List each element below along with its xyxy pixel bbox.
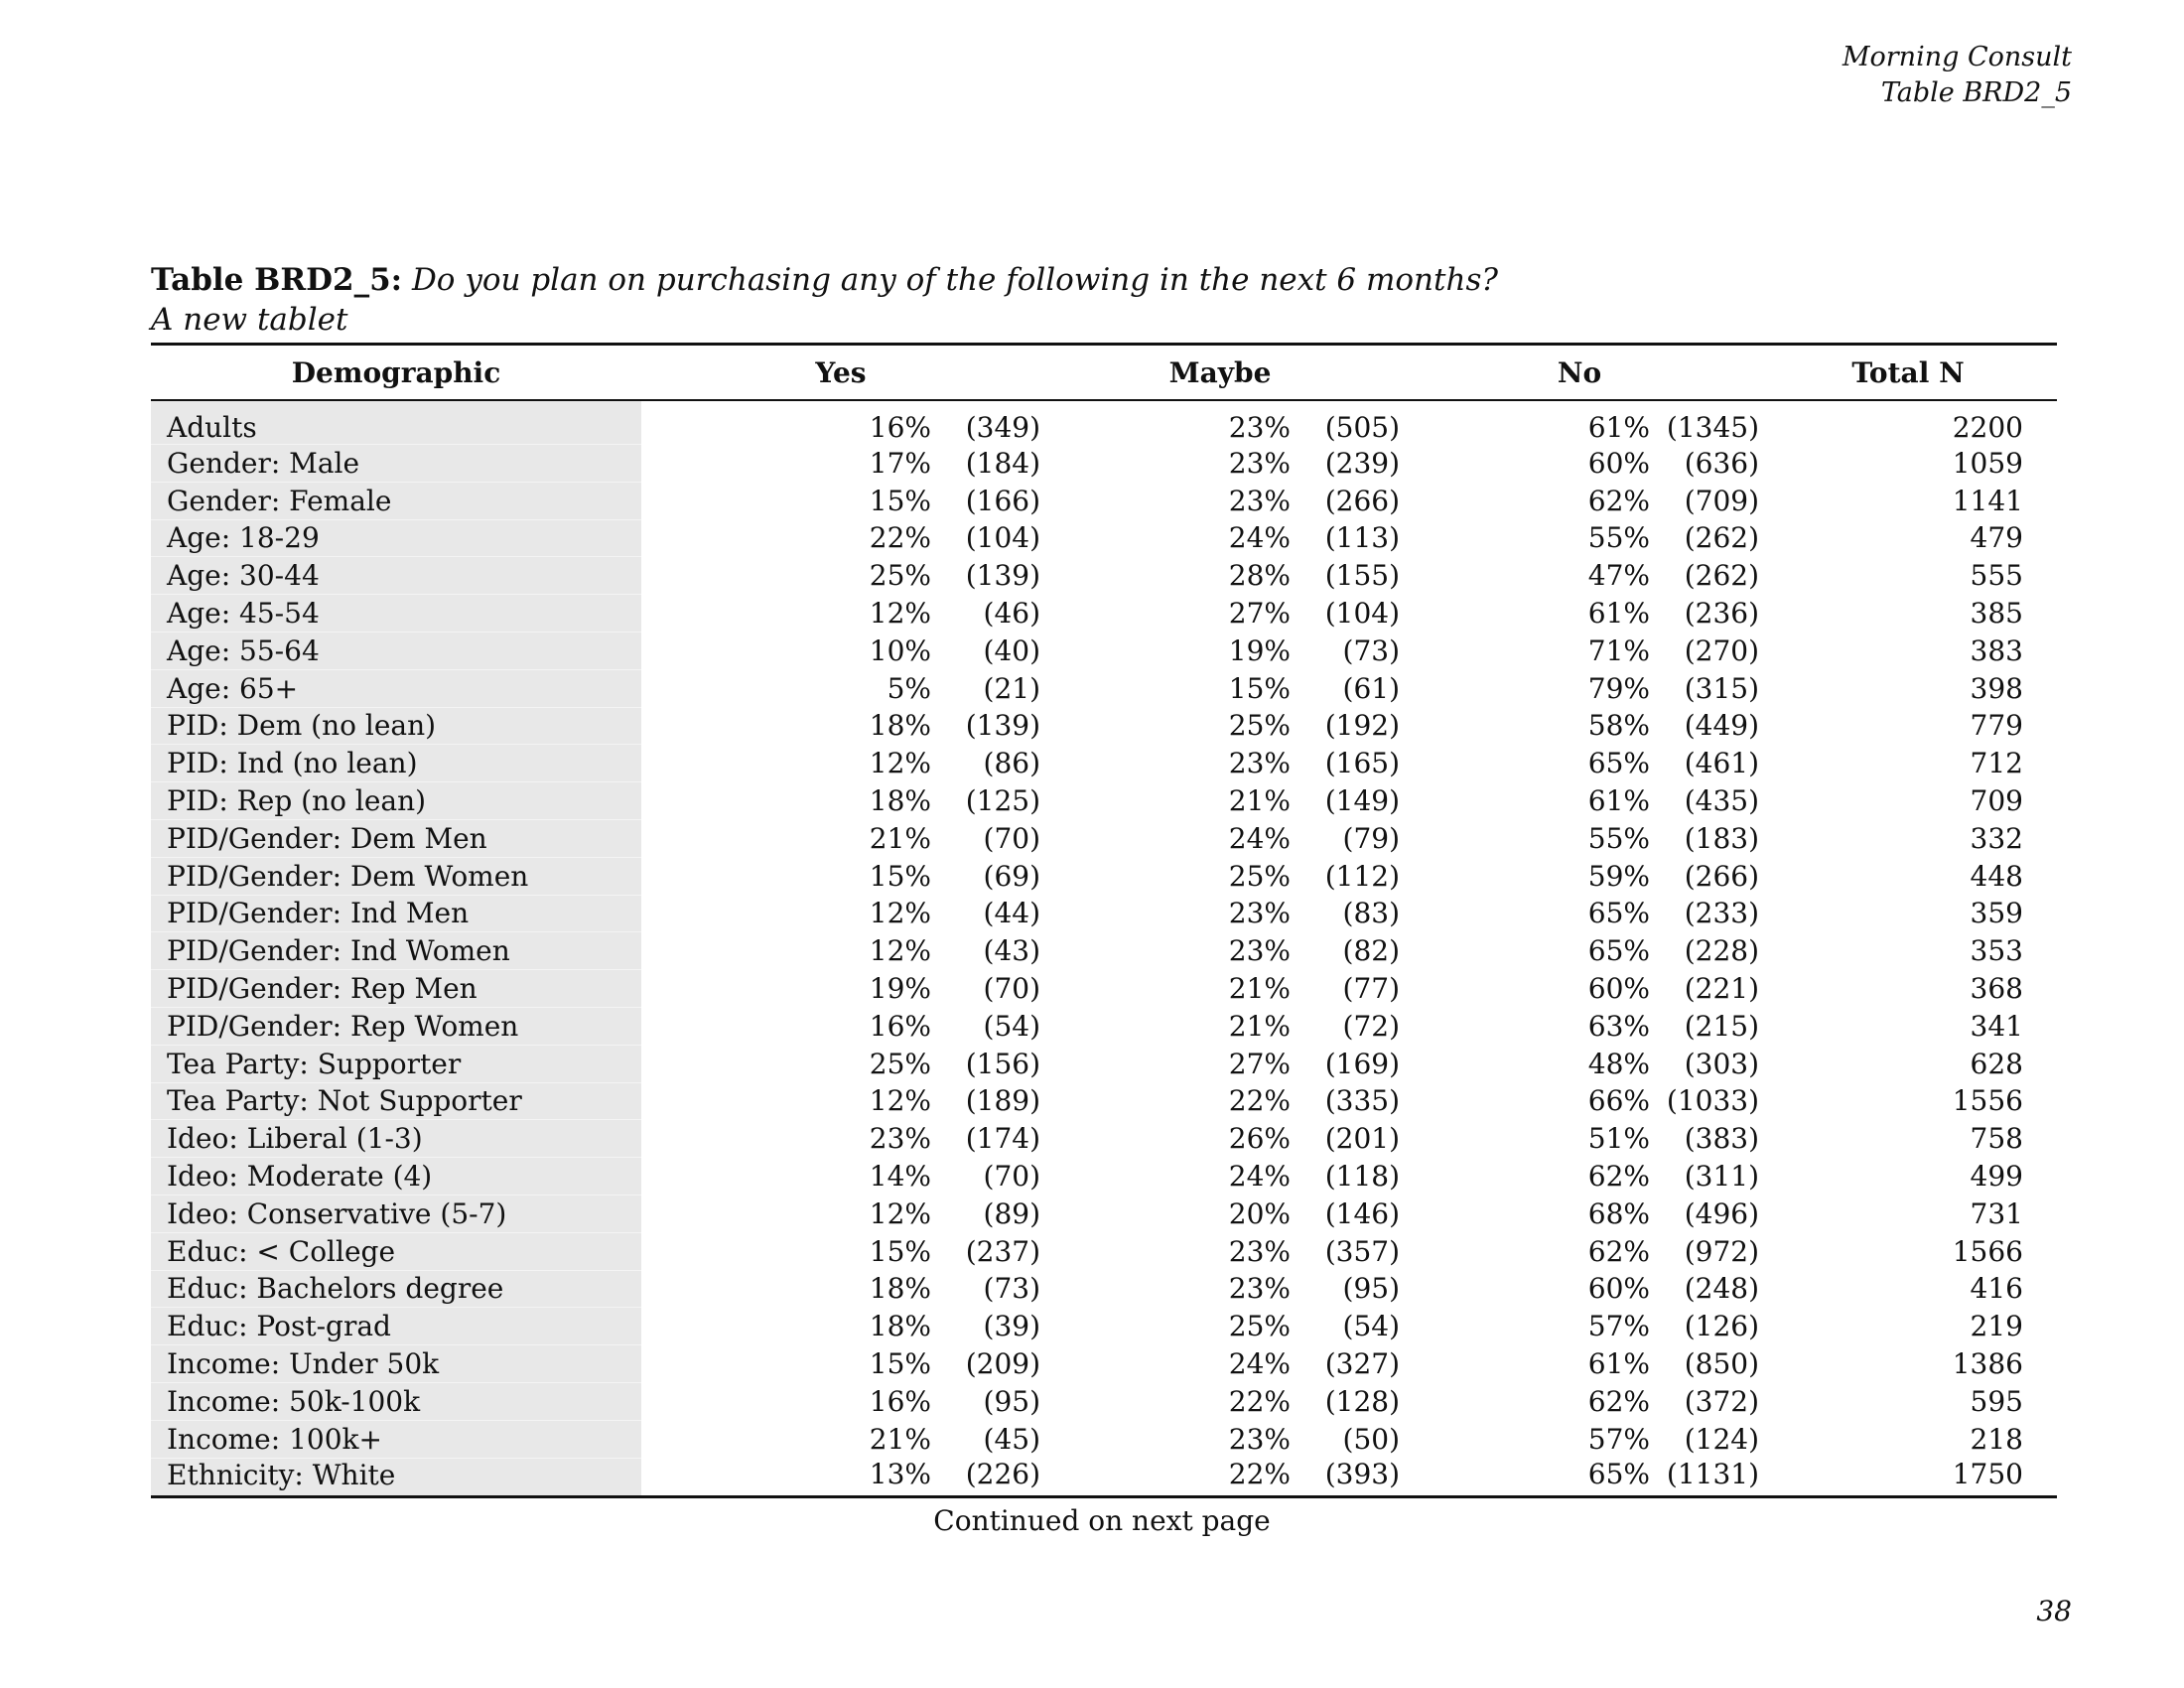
maybe-percent: 22%	[1228, 1384, 1291, 1418]
maybe-percent: 21%	[1228, 1009, 1291, 1043]
yes-count: (73)	[983, 1272, 1040, 1306]
table-row	[151, 482, 2057, 519]
yes-percent: 21%	[869, 1422, 931, 1456]
table-row	[151, 1082, 2057, 1120]
no-percent: 66%	[1587, 1084, 1650, 1118]
no-percent: 62%	[1587, 1234, 1650, 1268]
table-row	[151, 519, 2057, 557]
yes-count: (70)	[983, 821, 1040, 855]
maybe-percent: 21%	[1228, 784, 1291, 818]
yes-count: (95)	[983, 1384, 1040, 1418]
demographic-label: PID/Gender: Rep Women	[151, 1007, 641, 1045]
no-count: (1345)	[1666, 411, 1759, 445]
table-title-block	[151, 260, 2067, 340]
total-n: 1059	[1952, 446, 2023, 480]
no-percent: 62%	[1587, 484, 1650, 517]
yes-count: (189)	[965, 1084, 1040, 1118]
total-n: 1141	[1952, 484, 2023, 517]
yes-percent: 25%	[869, 1047, 931, 1080]
yes-count: (43)	[983, 934, 1040, 968]
maybe-count: (357)	[1324, 1234, 1400, 1268]
maybe-percent: 23%	[1228, 411, 1291, 445]
no-count: (215)	[1684, 1009, 1759, 1043]
yes-percent: 16%	[869, 1009, 931, 1043]
yes-percent: 16%	[869, 1384, 931, 1418]
yes-count: (39)	[983, 1310, 1040, 1343]
maybe-count: (149)	[1324, 784, 1400, 818]
maybe-percent: 23%	[1228, 484, 1291, 517]
yes-percent: 18%	[869, 784, 931, 818]
table-row	[151, 970, 2057, 1008]
column-header-no: No	[1557, 355, 1602, 389]
demographic-label: Ethnicity: White	[151, 1458, 641, 1496]
table-row	[151, 1232, 2057, 1270]
maybe-percent: 25%	[1228, 859, 1291, 893]
maybe-percent: 15%	[1228, 671, 1291, 705]
no-count: (311)	[1684, 1160, 1759, 1194]
yes-count: (139)	[965, 559, 1040, 593]
maybe-count: (146)	[1324, 1196, 1400, 1230]
maybe-count: (201)	[1324, 1122, 1400, 1156]
table-row	[151, 445, 2057, 483]
no-count: (262)	[1684, 521, 1759, 555]
no-count: (461)	[1684, 747, 1759, 780]
page-number: 38	[2036, 1595, 2072, 1627]
yes-percent: 15%	[869, 484, 931, 517]
total-n: 479	[1970, 521, 2023, 555]
no-percent: 60%	[1587, 1272, 1650, 1306]
table-row	[151, 595, 2057, 633]
maybe-count: (335)	[1324, 1084, 1400, 1118]
no-percent: 57%	[1587, 1310, 1650, 1343]
total-n: 383	[1970, 633, 2023, 667]
no-percent: 55%	[1587, 521, 1650, 555]
yes-count: (69)	[983, 859, 1040, 893]
yes-count: (46)	[983, 597, 1040, 631]
no-count: (303)	[1684, 1047, 1759, 1080]
total-n: 779	[1970, 709, 2023, 743]
no-percent: 60%	[1587, 446, 1650, 480]
demographic-label: Age: 30-44	[151, 557, 641, 595]
table-row	[151, 707, 2057, 745]
yes-count: (104)	[965, 521, 1040, 555]
demographic-label: PID: Ind (no lean)	[151, 745, 641, 782]
yes-percent: 15%	[869, 859, 931, 893]
maybe-count: (61)	[1342, 671, 1400, 705]
demographic-label: Adults	[151, 400, 641, 445]
demographic-label: Age: 18-29	[151, 519, 641, 557]
yes-percent: 12%	[869, 934, 931, 968]
demographic-label: PID/Gender: Dem Men	[151, 819, 641, 857]
demographic-label: Income: 50k-100k	[151, 1382, 641, 1420]
maybe-percent: 19%	[1228, 633, 1291, 667]
no-count: (383)	[1684, 1122, 1759, 1156]
demographic-label: Ideo: Liberal (1-3)	[151, 1120, 641, 1158]
column-header-demographic: Demographic	[291, 355, 501, 389]
table-title-question: Do you plan on purchasing any of the following in the next 6 months?	[411, 262, 1498, 298]
demographic-label: PID: Rep (no lean)	[151, 782, 641, 820]
demographic-label: Tea Party: Supporter	[151, 1045, 641, 1082]
yes-percent: 22%	[869, 521, 931, 555]
no-count: (126)	[1684, 1310, 1759, 1343]
maybe-percent: 23%	[1228, 1234, 1291, 1268]
yes-percent: 10%	[869, 633, 931, 667]
table-row	[151, 669, 2057, 707]
no-percent: 61%	[1587, 784, 1650, 818]
maybe-count: (77)	[1342, 972, 1400, 1006]
maybe-percent: 27%	[1228, 597, 1291, 631]
maybe-percent: 23%	[1228, 446, 1291, 480]
total-n: 555	[1970, 559, 2023, 593]
yes-percent: 25%	[869, 559, 931, 593]
no-count: (850)	[1684, 1347, 1759, 1381]
maybe-percent: 23%	[1228, 897, 1291, 930]
demographic-label: Age: 55-64	[151, 632, 641, 669]
demographic-label: Tea Party: Not Supporter	[151, 1082, 641, 1120]
no-percent: 62%	[1587, 1160, 1650, 1194]
maybe-percent: 24%	[1228, 1347, 1291, 1381]
demographic-label: Educ: Post-grad	[151, 1308, 641, 1345]
no-percent: 68%	[1587, 1196, 1650, 1230]
no-count: (449)	[1684, 709, 1759, 743]
no-count: (266)	[1684, 859, 1759, 893]
yes-percent: 18%	[869, 1272, 931, 1306]
total-n: 712	[1970, 747, 2023, 780]
yes-count: (125)	[965, 784, 1040, 818]
yes-percent: 13%	[869, 1458, 931, 1491]
total-n: 448	[1970, 859, 2023, 893]
no-percent: 65%	[1587, 747, 1650, 780]
maybe-count: (79)	[1342, 821, 1400, 855]
maybe-count: (266)	[1324, 484, 1400, 517]
maybe-count: (95)	[1342, 1272, 1400, 1306]
total-n: 1566	[1952, 1234, 2023, 1268]
no-percent: 48%	[1587, 1047, 1650, 1080]
yes-count: (156)	[965, 1047, 1040, 1080]
total-n: 385	[1970, 597, 2023, 631]
yes-percent: 15%	[869, 1234, 931, 1268]
maybe-count: (73)	[1342, 633, 1400, 667]
yes-percent: 18%	[869, 1310, 931, 1343]
maybe-count: (239)	[1324, 446, 1400, 480]
total-n: 359	[1970, 897, 2023, 930]
no-percent: 71%	[1587, 633, 1650, 667]
table-row	[151, 632, 2057, 669]
maybe-percent: 23%	[1228, 747, 1291, 780]
no-count: (372)	[1684, 1384, 1759, 1418]
table-row	[151, 857, 2057, 895]
no-count: (972)	[1684, 1234, 1759, 1268]
no-percent: 57%	[1587, 1422, 1650, 1456]
total-n: 368	[1970, 972, 2023, 1006]
maybe-count: (54)	[1342, 1310, 1400, 1343]
maybe-count: (169)	[1324, 1047, 1400, 1080]
no-percent: 65%	[1587, 897, 1650, 930]
total-n: 1386	[1952, 1347, 2023, 1381]
no-count: (709)	[1684, 484, 1759, 517]
maybe-count: (50)	[1342, 1422, 1400, 1456]
maybe-percent: 22%	[1228, 1458, 1291, 1491]
total-n: 1750	[1952, 1458, 2023, 1491]
publisher-name: Morning Consult	[1842, 42, 2072, 72]
table-subtitle: A new tablet	[151, 302, 348, 338]
table-id-header: Table BRD2_5	[1880, 77, 2072, 108]
total-n: 595	[1970, 1384, 2023, 1418]
total-n: 398	[1970, 671, 2023, 705]
table-row	[151, 819, 2057, 857]
maybe-count: (393)	[1324, 1458, 1400, 1491]
yes-percent: 14%	[869, 1160, 931, 1194]
yes-percent: 15%	[869, 1347, 931, 1381]
demographic-label: PID/Gender: Dem Women	[151, 857, 641, 895]
no-count: (262)	[1684, 559, 1759, 593]
yes-percent: 12%	[869, 747, 931, 780]
table-title-label: Table BRD2_5:	[151, 262, 403, 298]
no-percent: 79%	[1587, 671, 1650, 705]
demographic-label: Educ: < College	[151, 1232, 641, 1270]
table-header-row	[151, 345, 2057, 401]
column-header-yes: Yes	[815, 355, 867, 389]
table-row	[151, 782, 2057, 820]
no-count: (270)	[1684, 633, 1759, 667]
table-row	[151, 932, 2057, 970]
maybe-percent: 23%	[1228, 934, 1291, 968]
maybe-count: (155)	[1324, 559, 1400, 593]
demographic-label: Gender: Female	[151, 482, 641, 519]
no-count: (124)	[1684, 1422, 1759, 1456]
total-n: 731	[1970, 1196, 2023, 1230]
maybe-percent: 28%	[1228, 559, 1291, 593]
yes-percent: 5%	[887, 671, 931, 705]
total-n: 2200	[1952, 411, 2023, 445]
table-row	[151, 400, 2057, 445]
maybe-count: (327)	[1324, 1347, 1400, 1381]
no-count: (221)	[1684, 972, 1759, 1006]
no-percent: 62%	[1587, 1384, 1650, 1418]
yes-count: (226)	[965, 1458, 1040, 1491]
demographic-label: Income: Under 50k	[151, 1345, 641, 1383]
maybe-percent: 25%	[1228, 1310, 1291, 1343]
table-row	[151, 1045, 2057, 1082]
maybe-count: (192)	[1324, 709, 1400, 743]
no-count: (435)	[1684, 784, 1759, 818]
maybe-count: (505)	[1324, 411, 1400, 445]
total-n: 709	[1970, 784, 2023, 818]
demographic-label: Ideo: Moderate (4)	[151, 1158, 641, 1196]
maybe-percent: 26%	[1228, 1122, 1291, 1156]
yes-percent: 21%	[869, 821, 931, 855]
no-count: (1033)	[1666, 1084, 1759, 1118]
maybe-count: (83)	[1342, 897, 1400, 930]
yes-count: (349)	[965, 411, 1040, 445]
no-count: (248)	[1684, 1272, 1759, 1306]
no-count: (315)	[1684, 671, 1759, 705]
yes-percent: 16%	[869, 411, 931, 445]
no-percent: 55%	[1587, 821, 1650, 855]
maybe-percent: 20%	[1228, 1196, 1291, 1230]
maybe-percent: 23%	[1228, 1422, 1291, 1456]
maybe-percent: 25%	[1228, 709, 1291, 743]
no-percent: 51%	[1587, 1122, 1650, 1156]
table-title	[151, 260, 2067, 300]
table-row	[151, 1007, 2057, 1045]
demographic-label: PID/Gender: Rep Men	[151, 970, 641, 1008]
table-row	[151, 1270, 2057, 1308]
yes-percent: 23%	[869, 1122, 931, 1156]
yes-count: (40)	[983, 633, 1040, 667]
yes-count: (44)	[983, 897, 1040, 930]
maybe-percent: 24%	[1228, 821, 1291, 855]
total-n: 332	[1970, 821, 2023, 855]
demographic-label: Gender: Male	[151, 445, 641, 483]
demographic-label: Educ: Bachelors degree	[151, 1270, 641, 1308]
yes-percent: 18%	[869, 709, 931, 743]
yes-count: (166)	[965, 484, 1040, 517]
yes-percent: 12%	[869, 897, 931, 930]
maybe-percent: 21%	[1228, 972, 1291, 1006]
yes-percent: 17%	[869, 446, 931, 480]
total-n: 219	[1970, 1310, 2023, 1343]
total-n: 218	[1970, 1422, 2023, 1456]
yes-count: (139)	[965, 709, 1040, 743]
total-n: 353	[1970, 934, 2023, 968]
no-count: (183)	[1684, 821, 1759, 855]
demographic-label: Age: 65+	[151, 669, 641, 707]
no-percent: 59%	[1587, 859, 1650, 893]
table-row	[151, 1382, 2057, 1420]
maybe-percent: 24%	[1228, 521, 1291, 555]
demographic-label: Ideo: Conservative (5-7)	[151, 1195, 641, 1232]
table-row	[151, 1195, 2057, 1232]
table-row	[151, 1458, 2057, 1496]
table-row	[151, 1308, 2057, 1345]
maybe-count: (104)	[1324, 597, 1400, 631]
no-percent: 58%	[1587, 709, 1650, 743]
table-row	[151, 895, 2057, 932]
yes-count: (89)	[983, 1196, 1040, 1230]
maybe-count: (165)	[1324, 747, 1400, 780]
no-percent: 65%	[1587, 934, 1650, 968]
no-count: (496)	[1684, 1196, 1759, 1230]
maybe-count: (112)	[1324, 859, 1400, 893]
yes-percent: 12%	[869, 597, 931, 631]
total-n: 628	[1970, 1047, 2023, 1080]
yes-percent: 12%	[869, 1196, 931, 1230]
crosstab-table	[151, 343, 2057, 1498]
no-percent: 61%	[1587, 1347, 1650, 1381]
yes-count: (45)	[983, 1422, 1040, 1456]
no-percent: 61%	[1587, 597, 1650, 631]
continued-note: Continued on next page	[933, 1504, 1271, 1537]
table-body	[151, 400, 2057, 1496]
no-percent: 65%	[1587, 1458, 1650, 1491]
yes-percent: 19%	[869, 972, 931, 1006]
yes-count: (209)	[965, 1347, 1040, 1381]
demographic-label: PID: Dem (no lean)	[151, 707, 641, 745]
yes-count: (174)	[965, 1122, 1040, 1156]
column-header-maybe: Maybe	[1168, 355, 1272, 389]
yes-count: (86)	[983, 747, 1040, 780]
table-row	[151, 557, 2057, 595]
no-percent: 60%	[1587, 972, 1650, 1006]
total-n: 758	[1970, 1122, 2023, 1156]
maybe-percent: 27%	[1228, 1047, 1291, 1080]
yes-count: (70)	[983, 1160, 1040, 1194]
maybe-percent: 23%	[1228, 1272, 1291, 1306]
no-count: (236)	[1684, 597, 1759, 631]
maybe-count: (118)	[1324, 1160, 1400, 1194]
total-n: 1556	[1952, 1084, 2023, 1118]
table-row	[151, 1420, 2057, 1458]
table-row	[151, 1158, 2057, 1196]
total-n: 416	[1970, 1272, 2023, 1306]
total-n: 499	[1970, 1160, 2023, 1194]
maybe-count: (82)	[1342, 934, 1400, 968]
yes-count: (70)	[983, 972, 1040, 1006]
yes-count: (184)	[965, 446, 1040, 480]
table-row	[151, 1120, 2057, 1158]
no-percent: 61%	[1587, 411, 1650, 445]
demographic-label: PID/Gender: Ind Men	[151, 895, 641, 932]
table-row	[151, 745, 2057, 782]
demographic-label: Age: 45-54	[151, 595, 641, 633]
demographic-label: PID/Gender: Ind Women	[151, 932, 641, 970]
no-count: (636)	[1684, 446, 1759, 480]
maybe-count: (113)	[1324, 521, 1400, 555]
no-percent: 47%	[1587, 559, 1650, 593]
total-n: 341	[1970, 1009, 2023, 1043]
no-percent: 63%	[1587, 1009, 1650, 1043]
maybe-percent: 24%	[1228, 1160, 1291, 1194]
yes-percent: 12%	[869, 1084, 931, 1118]
demographic-label: Income: 100k+	[151, 1420, 641, 1458]
yes-count: (21)	[983, 671, 1040, 705]
column-header-total: Total N	[1851, 355, 1965, 389]
yes-count: (54)	[983, 1009, 1040, 1043]
maybe-count: (128)	[1324, 1384, 1400, 1418]
no-count: (233)	[1684, 897, 1759, 930]
maybe-count: (72)	[1342, 1009, 1400, 1043]
maybe-percent: 22%	[1228, 1084, 1291, 1118]
no-count: (1131)	[1666, 1458, 1759, 1491]
yes-count: (237)	[965, 1234, 1040, 1268]
table-row	[151, 1345, 2057, 1383]
no-count: (228)	[1684, 934, 1759, 968]
